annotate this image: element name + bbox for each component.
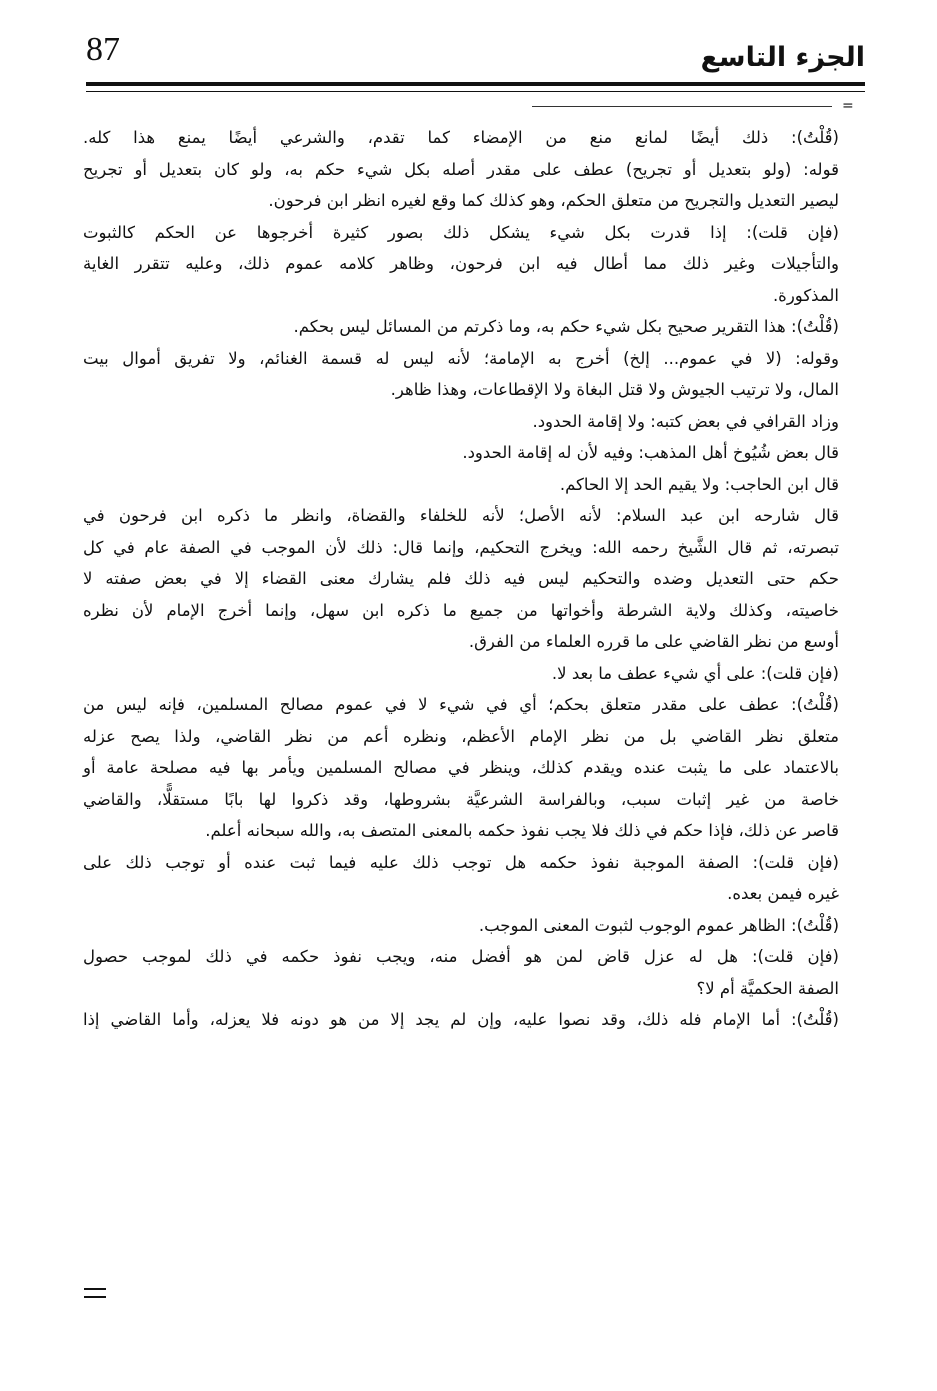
body-line: قاصر عن ذلك، فإذا حكم في ذلك فلا يجب نفوذ حكمه بالمعنى المتصف به، والله سبحانه أعلم.	[205, 821, 839, 840]
body-line: الصفة الحكميَّة أم لا؟	[696, 978, 839, 998]
body-line: (فإن قلت): على أي شيء عطف ما بعد لا.	[551, 663, 839, 683]
body-line: متعلق نظر القاضي بل من نظر الإمام الأعظم، ونظره أعم من نظر القاضي، ولذا يصح عزله	[83, 726, 839, 746]
body-line: (قُلْتُ): أما الإمام فله ذلك، وقد نصوا عليه، وإن لم يجد إلا من هو دونه فلا يعزله، وأما القاضي إذا	[83, 1010, 839, 1029]
body-line: تبصرته، ثم قال الشَّيخ رحمه الله: ويخرج التحكيم، وإنما قال: ذلك لأن الموجب في الصفة عام في كل	[83, 537, 839, 557]
body-line: المال، ولا ترتيب الجيوش ولا قتل البغاة ولا الإقطاعات، وهذا ظاهر.	[390, 380, 839, 399]
footnote-marker: =	[842, 98, 854, 114]
body-text	[83, 122, 839, 1036]
body-line: حكم حتى التعديل وضده والتحكيم ليس فيه ذلك فلم يشارك معنى القضاء إلا في بعض صفته لا	[83, 569, 839, 588]
body-line: (فإن قلت): الصفة الموجبة نفوذ حكمه هل توجب ذلك عليه فيما ثبت عنده أو توجب ذلك على	[83, 852, 839, 872]
body-line: قال بعض شُيُوخ أهل المذهب: وفيه لأن له إقامة الحدود.	[462, 443, 839, 462]
body-line: بالاعتماد على ما يثبت عنده ويقدم كذلك، وينظر في مصالح المسلمين ويأمر بها فيه مصلحة عامة أو	[83, 758, 839, 777]
body-line: وقوله: (لا في عموم... إلخ) أخرج به الإمامة؛ لأنه ليس له قسمة الغنائم، ولا تفريق أموال بيت	[83, 348, 839, 368]
body-line: وزاد القرافي في بعض كتبه: ولا إقامة الحدود.	[532, 411, 839, 431]
body-line: المذكورة.	[772, 285, 839, 305]
page-number: 87	[86, 31, 120, 68]
body-line: والتأجيلات وغير ذلك مما أطال فيه ابن فرحون، وظاهر كلامه عموم ذلك، وعليه تتقرر الغاية	[83, 254, 839, 273]
body-line: ليصير التعديل والتجريح من متعلق الحكم، وهو كذلك كما وقع لغيره انظر ابن فرحون.	[268, 191, 839, 210]
body-line: غيره فيمن بعده.	[727, 884, 839, 903]
footnote-continuation-rule	[532, 106, 832, 107]
body-line: قال ابن الحاجب: ولا يقيم الحد إلا الحاكم.	[559, 474, 839, 494]
running-title: الجزء التاسع	[700, 42, 865, 73]
body-line: (قُلْتُ): هذا التقرير صحيح بكل شيء حكم به، وما ذكرتم من المسائل ليس بحكم.	[293, 317, 839, 336]
body-line: قال شارحه ابن عبد السلام: لأنه الأصل؛ لأنه للخلفاء والقضاة، وانظر ما ذكره ابن فرحون في	[83, 506, 839, 525]
continuation-mark	[84, 1288, 106, 1298]
body-line: (فإن قلت): هل له عزل قاض لمن هو أفضل منه، ويجب نفوذ حكمه في ذلك لموجب حصول	[83, 947, 839, 966]
body-line: خاصة من غير إثبات سبب، وبالفراسة الشرعيَّة بشروطها، وقد ذكروا لها بابًا مستقلًّا، والقاضي	[83, 789, 839, 809]
body-line: أوسع من نظر القاضي على ما قرره العلماء من الفرق.	[468, 632, 839, 651]
body-line: (قُلْتُ): ذلك أيضًا لمانع منع من الإمضاء كما تقدم، والشرعي أيضًا يمنع هذا كله.	[83, 128, 839, 147]
body-line: قوله: (ولو بتعديل أو تجريح) عطف على مقدر أصله بكل شيء حكم به، ولو كان بتعديل أو تجريح	[83, 159, 839, 179]
header-rule-thick	[86, 82, 865, 86]
header-rule-thin	[86, 91, 865, 92]
body-line: (قُلْتُ): الظاهر عموم الوجوب لثبوت المعنى الموجب.	[478, 915, 839, 935]
body-line: (فإن قلت): إذا قدرت بكل شيء يشكل ذلك بصور كثيرة أخرجوها عن الحكم كالثبوت	[83, 222, 839, 242]
body-line: (قُلْتُ): عطف على مقدر متعلق بحكم؛ أي في شيء لا في عموم مصالح المسلمين، فإنه ليس من	[83, 695, 839, 714]
body-line: خاصيته، وكذلك ولاية الشرطة وأخواتها من جميع ما ذكره ابن سهل، وإنما أخرج الإمام لأن نظره	[83, 600, 839, 620]
